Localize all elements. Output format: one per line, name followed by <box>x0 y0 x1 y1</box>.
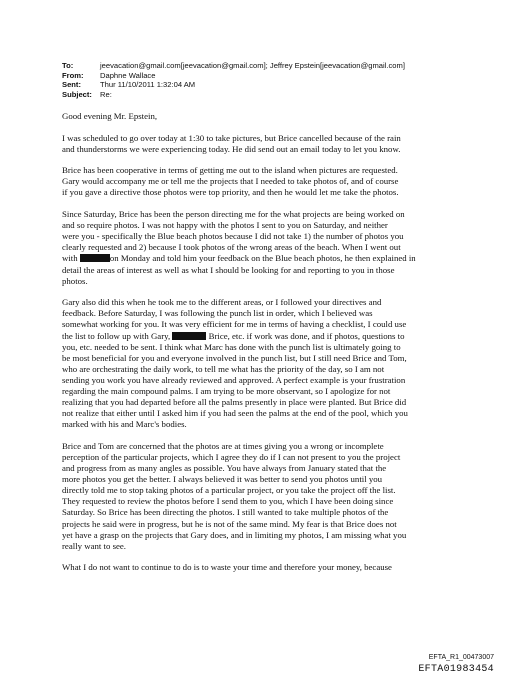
line: were you - specifically the Blue beach photos because I did not take 1) the number of photos you <box>62 231 404 242</box>
header-sent-row <box>62 80 405 90</box>
line: Saturday. So Brice has been directing the photos. I still wanted to take multiple photos of the <box>62 507 389 518</box>
line: Brice and Tom are concerned that the photos are at times giving you a wrong or incomplete <box>62 440 384 451</box>
line: and progress from as many angles as possible. You have always from January stated that the <box>62 463 387 474</box>
line: regarding the main compound palms. I am trying to be more observant, so I apologize for not <box>62 385 391 396</box>
from-label: From: <box>62 70 84 80</box>
greeting: Good evening Mr. Epstein, <box>62 111 158 121</box>
subject-value: Re: <box>100 89 112 99</box>
line: not realize that either until I asked him if you had seen the palms at the end of the pool, which you <box>62 408 408 419</box>
line: They requested to review the photos before I send them to you, which I have been doing since <box>62 496 394 507</box>
line: directly told me to stop taking photos of a particular project, or you take the project off the list. <box>62 485 396 496</box>
header-from-row <box>62 71 405 81</box>
email-header <box>62 61 405 99</box>
line: be most beneficial for you and everyone involved in the punch list, but I still need Brice and Tom, <box>62 352 407 363</box>
bates-reference-1: EFTA_R1_00473007 <box>428 654 494 661</box>
line: if you gave a directive those photos were top priority, and then he would let me take the photos. <box>62 187 399 198</box>
line: yet have a grasp on the projects that Gary does, and in limiting my photos, I am missing what you <box>62 529 407 540</box>
sent-value: Thur 11/10/2011 1:32:04 AM <box>100 80 196 90</box>
paragraph-6: What I do not want to continue to do is to waste your time and therefore your money, because <box>62 562 392 573</box>
line: and thunderstorms we were experiencing today. He did send out an email today to let you know. <box>62 143 401 154</box>
line: and so require photos. I was not happy with the photos I sent to you on Saturday, and neither <box>62 220 388 231</box>
line: feedback. Before Saturday, I was following the punch list in order, which I believed was <box>62 308 373 319</box>
line: somewhat working for you. It was very efficient for me in terms of having a checklist, I could use <box>62 319 407 330</box>
line-part: the list to follow up with Gary, <box>62 330 171 341</box>
line: clearly requested and 2) because I took photos of the wrong areas of the beach. When I went out <box>62 242 401 253</box>
line <box>62 253 462 264</box>
line-part: on Monday and told him your feedback on the Blue beach photos, he then explained in <box>109 253 416 264</box>
line: Since Saturday, Brice has been the person directing me for the what projects are being worked on <box>62 209 405 220</box>
paragraph-1 <box>62 133 462 155</box>
redaction-box <box>172 332 206 340</box>
line: Gary also did this when he took me to the different areas, or I followed your directives and <box>62 297 382 308</box>
header-subject-row <box>62 90 405 100</box>
line: sending you work you have already reviewed and approved. A perfect example is your frustration <box>62 374 406 385</box>
sent-label: Sent: <box>62 80 81 90</box>
paragraph-4 <box>62 297 462 430</box>
line: marked with his and Marc's bodies. <box>62 419 187 430</box>
to-value: jeevacation@gmail.com[jeevacation@gmail.com]; Jeffrey Epstein[jeevacation@gmail.com] <box>100 61 405 70</box>
line: you, etc. needed to be sent. I think what Marc has done with the punch list is ultimately going to <box>62 341 401 352</box>
line: more photos you get the better. I always believed it was better to send you photos until you <box>62 474 383 485</box>
line: Brice has been cooperative in terms of getting me out to the island when pictures are requested. <box>62 165 398 176</box>
line <box>62 331 462 342</box>
paragraph-5 <box>62 441 462 552</box>
paragraph-3 <box>62 209 462 287</box>
line: really want to see. <box>62 540 126 551</box>
line-part: with <box>62 253 78 264</box>
line-part: Brice, etc. if work was done, and if photos, questions to <box>208 330 405 341</box>
line: projects he said were in progress, but he is not of the same mind. My fear is that Brice does not <box>62 518 397 529</box>
to-label: To: <box>62 61 74 70</box>
bates-reference-2: EFTA01983454 <box>418 664 494 675</box>
line: who are orchestrating the daily work, to tell me what has the priority of the day, so I am not <box>62 363 385 374</box>
header-to-row <box>62 61 405 71</box>
from-value: Daphne Wallace <box>100 70 156 80</box>
subject-label: Subject: <box>62 89 92 99</box>
line: Gary would accompany me or tell me the projects that I needed to take photos of, and of course <box>62 176 399 187</box>
line: I was scheduled to go over today at 1:30 to take pictures, but Brice cancelled because of the rain <box>62 132 401 143</box>
redaction-box <box>80 254 110 262</box>
paragraph-2 <box>62 165 462 198</box>
line: photos. <box>62 275 88 286</box>
email-body <box>62 111 462 584</box>
line: realizing that you had departed before all the palms presently in place were planted. But Brice did <box>62 397 407 408</box>
line: perception of the particular projects, which I agree they do if I can not present to you the project <box>62 451 401 462</box>
line: detail the areas of interest as well as what I should be looking for and reporting to you in those <box>62 264 395 275</box>
